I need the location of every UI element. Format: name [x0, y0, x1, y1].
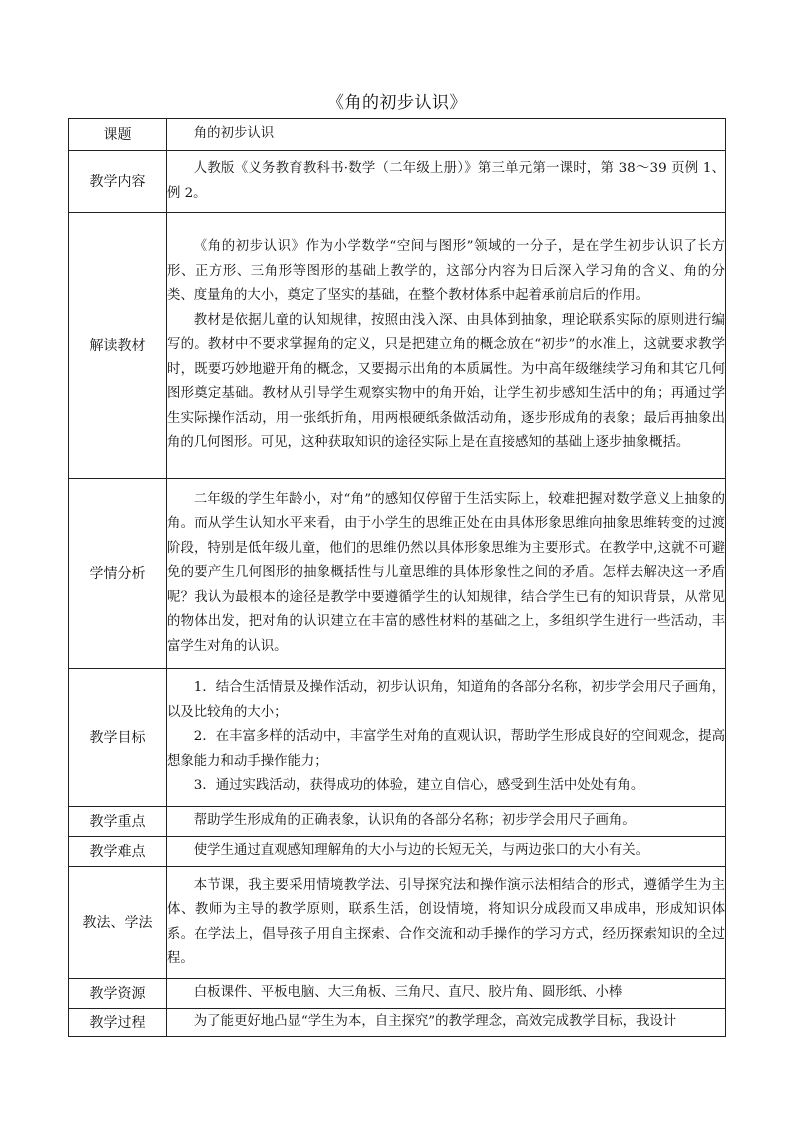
student-analysis-text: 二年级的学生年龄小，对“角”的感知仅停留于生活实际上，较难把握对数学意义上抽象的角。而从学生认知水平来看，由于小学生的思维正处在由具体形象思维向抽象思维转变的过渡阶段，特别是低年级儿童，他们的思维仍然以具体形象思维为主要形式。在教学中,这就不可避免的要产生几何图形的抽象概括性与儿童思维的具体形象性之间的矛盾。怎样去解决这一矛盾呢？我认为最根本的途径是教学中要遵循学生的认知规律，结合学生已有的知识背景，从常见的物体出发，把对角的认识建立在丰富的感性材料的基础之上，多组织学生进行一些活动，丰富学生对角的认识。: [167, 491, 725, 654]
content-key-points: [167, 807, 726, 837]
goal-item: 2．在丰富多样的活动中，丰富学生对角的直观认识，帮助学生形成良好的空间观念，提高想象能力和动手操作能力；: [167, 729, 725, 769]
content-topic: [167, 119, 726, 151]
difficulties-text: 使学生通过直观感知理解角的大小与边的长短无关，与两边张口的大小有关。: [193, 843, 650, 859]
content-material-analysis: [167, 213, 726, 479]
methods-text: 本节课，我主要采用情境教学法、引导探究法和操作演示法相结合的形式，遵循学生为主体、教师为主导的教学原则，联系生活，创设情境，将知识分成段而又串成串，形成知识体系。在学法上，倡导孩子用自主探索、合作交流和动手操作的学习方式，经历探索知识的全过程。: [167, 877, 725, 966]
label-methods: 教法、学法: [69, 867, 167, 979]
content-methods: [167, 867, 726, 979]
content-difficulties: [167, 837, 726, 867]
label-difficulties: 教学难点: [69, 837, 167, 867]
label-topic: 课题: [69, 119, 167, 151]
teaching-content-text: 人教版《义务教育教科书·数学（二年级上册）》第三单元第一课时，第 38～39 页例 1、例 2。: [167, 161, 725, 201]
row-student-analysis: [69, 479, 726, 669]
label-resources: 教学资源: [69, 979, 167, 1009]
topic-text: 角的初步认识: [193, 126, 275, 142]
content-teaching-content: [167, 151, 726, 213]
key-points-text: 帮助学生形成角的正确表象，认识角的各部分名称；初步学会用尺子画角。: [193, 813, 636, 829]
content-resources: [167, 979, 726, 1009]
row-difficulties: [69, 837, 726, 867]
process-text: 为了能更好地凸显“学生为本，自主探究”的教学理念，高效完成教学目标，我设计: [193, 1014, 677, 1030]
label-process: 教学过程: [69, 1009, 167, 1037]
lesson-plan-table: [68, 118, 726, 1037]
goal-item: 3．通过实践活动，获得成功的体验，建立自信心，感受到生活中处处有角。: [193, 778, 645, 794]
row-topic: [69, 119, 726, 151]
label-teaching-content: 教学内容: [69, 151, 167, 213]
resources-text: 白板课件、平板电脑、大三角板、三角尺、直尺、胶片角、圆形纸、小棒: [193, 985, 623, 1001]
label-teaching-goals: 教学目标: [69, 669, 167, 807]
row-teaching-goals: [69, 669, 726, 807]
row-teaching-content: [69, 151, 726, 213]
content-teaching-goals: [167, 669, 726, 807]
row-key-points: [69, 807, 726, 837]
row-material-analysis: [69, 213, 726, 479]
content-process: [167, 1009, 726, 1037]
row-resources: [69, 979, 726, 1009]
material-paragraph-2: 教材是依据儿童的认知规律，按照由浅入深、由具体到抽象，理论联系实际的原则进行编写的。教材中不要求掌握角的定义，只是把建立角的概念放在“初步”的水准上，这就要求教学时，既要巧妙地避开角的概念，又要揭示出角的本质属性。为中高年级继续学习角和其它几何图形奠定基础。教材从引导学生观察实物中的角开始，让学生初步感知生活中的角；再通过学生实际操作活动，用一张纸折角，用两根硬纸条做活动角，逐步形成角的表象；最后再抽象出角的几何图形。可见，这种获取知识的途径实际上是在直接感知的基础上逐步抽象概括。: [167, 312, 725, 451]
row-process: [69, 1009, 726, 1037]
row-methods: [69, 867, 726, 979]
label-key-points: 教学重点: [69, 807, 167, 837]
content-student-analysis: [167, 479, 726, 669]
label-student-analysis: 学情分析: [69, 479, 167, 669]
document-title: 《角的初步认识》: [327, 93, 467, 113]
label-material-analysis: 解读教材: [69, 213, 167, 479]
goal-item: 1．结合生活情景及操作活动，初步认识角，知道角的各部分名称，初步学会用尺子画角，以及比较角的大小；: [167, 680, 725, 720]
material-paragraph-1: 《角的初步认识》作为小学数学“空间与图形”领域的一分子，是在学生初步认识了长方形、正方形、三角形等图形的基础上教学的，这部分内容为日后深入学习角的含义、角的分类、度量角的大小，奠定了坚实的基础，在整个教材体系中起着承前启后的作用。: [167, 239, 725, 304]
